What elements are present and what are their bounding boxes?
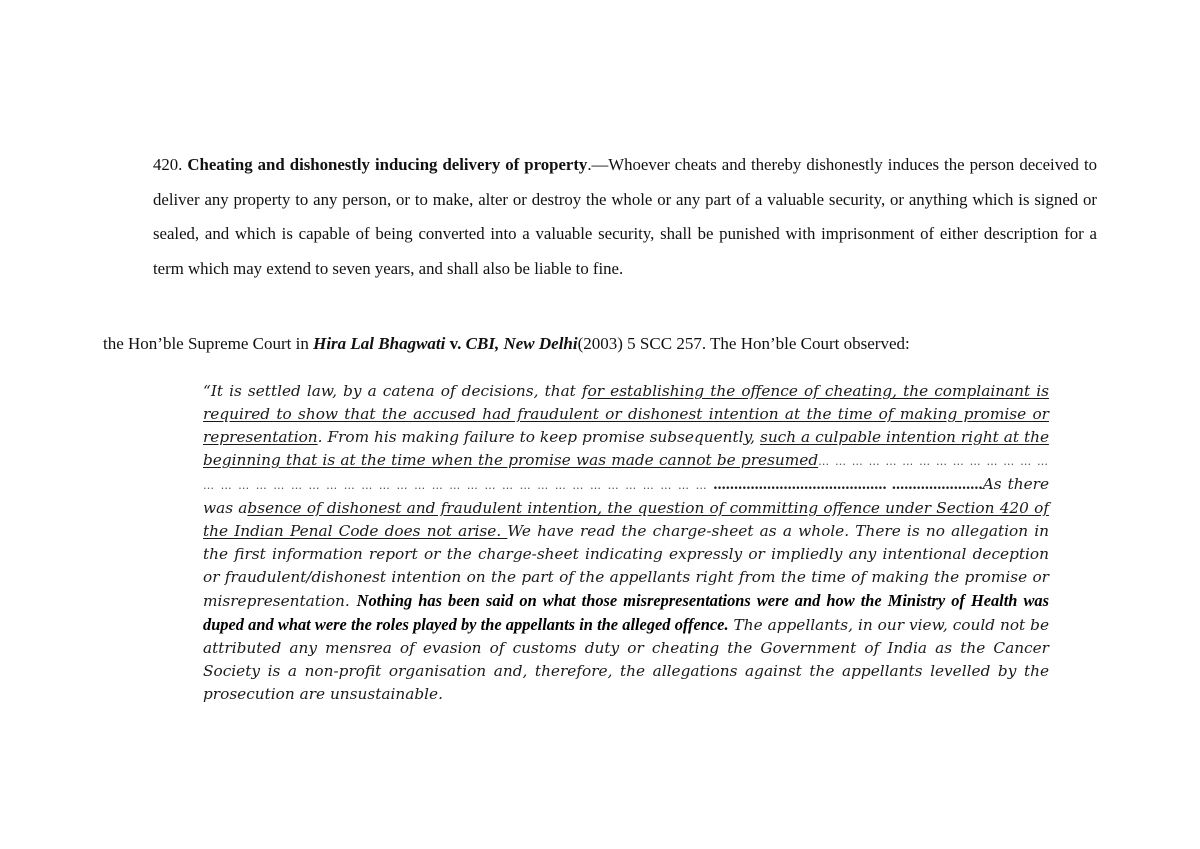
intro-suffix: . The Hon’ble Court observed: bbox=[701, 334, 910, 353]
case-citation: (2003) 5 SCC 257 bbox=[577, 334, 702, 353]
quote-text-1: “It is settled law, by a catena of decisions, that f bbox=[203, 382, 588, 400]
party-respondent: CBI, New Delhi bbox=[465, 334, 578, 353]
quote-bold-emphasis: Nothing has been said on what those misrepresentations were and how the Ministry of Health was duped and what were the roles played by the appellants in the alleged offence. bbox=[203, 591, 1049, 634]
versus-label: v. bbox=[445, 334, 466, 353]
quote-text-4: We have read the charge-sheet as a whole. There is no allegation in the first information report or the charge-sheet indicating expressly or impliedly any intentional deception or fraudulent/dishonest intention on the part of the appellants right from the time of making the promise or misrepresentation. bbox=[203, 522, 1050, 610]
section-heading: Cheating and dishonestly inducing delivery of property bbox=[187, 155, 588, 174]
ellipsis-bold: .......................................... ...................... bbox=[713, 476, 983, 493]
quote-underlined-3: bsence of dishonest and fraudulent intention, the question of committing offence under Section 420 of the Indian Penal Code does not arise. bbox=[203, 499, 1050, 540]
quote-text-2: . From his making failure to keep promise subsequently, bbox=[317, 428, 760, 446]
block-quote bbox=[203, 380, 1049, 706]
quote-text-3: As there was a bbox=[203, 475, 1049, 517]
case-intro bbox=[103, 331, 1103, 357]
party-appellant: Hira Lal Bhagwati bbox=[313, 334, 446, 353]
intro-prefix: the Hon’ble Supreme Court in bbox=[103, 334, 314, 353]
section-number: 420. bbox=[153, 155, 183, 174]
quote-underlined-2: such a culpable intention right at the beginning that is at the time when the promise was made cannot be presumed bbox=[203, 428, 1050, 469]
ellipsis-light: … … … … … … … … … … … … … … … … … … … … … … … … … … … … … … … … … … … … … … … … … … … bbox=[203, 455, 1049, 492]
statute-section-420 bbox=[153, 148, 1097, 286]
quote-underlined-1: or establishing the offence of cheating, the complainant is required to show that the accused had fraudulent or dishonest intention at the time of making promise or representation bbox=[203, 382, 1049, 446]
section-body: .—Whoever cheats and thereby dishonestly induces the person deceived to deliver any property to any person, or to make, alter or destroy the whole or any part of a valuable security, or anything which is signed or sealed, and which is capable of being converted into a valuable security, shall be punished with imprisonment of either description for a term which may extend to seven years, and shall also be liable to fine. bbox=[153, 155, 1098, 278]
quote-text-5: The appellants, in our view, could not be attributed any mensrea of evasion of customs duty or cheating the Government of India as the Cancer Society is a non-profit organisation and, therefore, the allegations against the appellants levelled by the prosecution are unsustainable. bbox=[203, 616, 1050, 703]
